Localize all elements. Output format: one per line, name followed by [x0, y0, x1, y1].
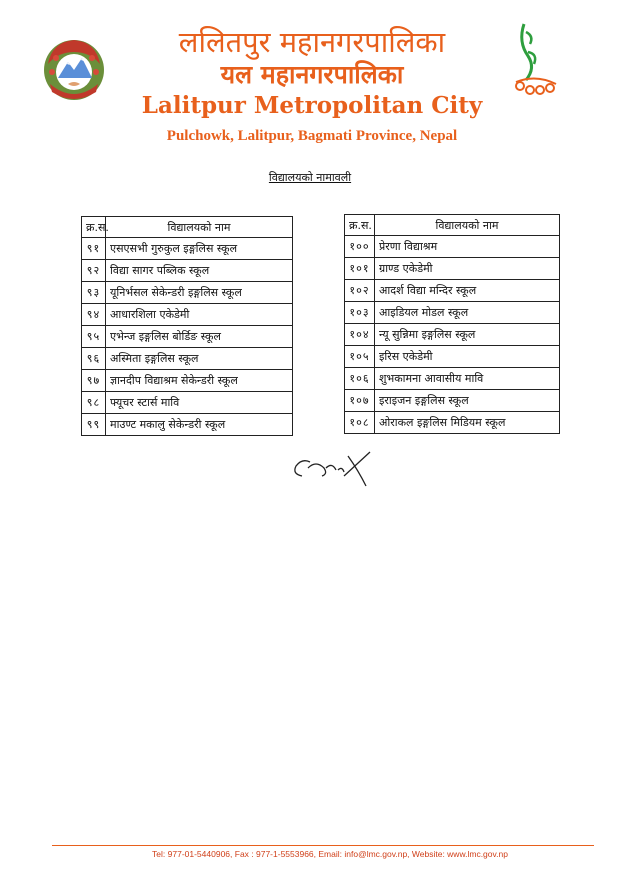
table-row	[82, 392, 293, 414]
table-row	[82, 348, 293, 370]
serial-number: ९९	[82, 414, 106, 436]
school-name: एसएसभी गुरुकुल इङ्गलिस स्कूल	[106, 238, 293, 260]
school-name: आइडियल मोडल स्कूल	[375, 302, 560, 324]
serial-number: ९१	[82, 238, 106, 260]
school-name: ग्राण्ड एकेडेमी	[375, 258, 560, 280]
table-row	[82, 260, 293, 282]
table-header-row	[345, 215, 560, 236]
column-header-name: विद्यालयको नाम	[106, 217, 293, 238]
table-row	[345, 346, 560, 368]
school-name: यूनिर्भसल सेकेन्डरी इङ्गलिस स्कूल	[106, 282, 293, 304]
column-header-sn: क्र.स.	[82, 217, 106, 238]
school-name: एभेन्ज इङ्गलिस बोर्डिङ स्कूल	[106, 326, 293, 348]
column-header-name: विद्यालयको नाम	[375, 215, 560, 236]
serial-number: १०७	[345, 390, 375, 412]
footer-divider	[52, 845, 594, 846]
serial-number: १०१	[345, 258, 375, 280]
nepal-emblem-icon	[38, 34, 110, 106]
school-table-right	[344, 214, 560, 434]
table-header-row	[82, 217, 293, 238]
serial-number: १०२	[345, 280, 375, 302]
serial-number: ९२	[82, 260, 106, 282]
serial-number: १०५	[345, 346, 375, 368]
school-name: आधारशिला एकेडेमी	[106, 304, 293, 326]
table-row	[345, 302, 560, 324]
title-english: Lalitpur Metropolitan City	[141, 92, 483, 119]
table-row	[82, 370, 293, 392]
school-name: माउण्ट मकालु सेकेन्डरी स्कूल	[106, 414, 293, 436]
table-row	[345, 258, 560, 280]
serial-number: १०८	[345, 412, 375, 434]
serial-number: ९५	[82, 326, 106, 348]
serial-number: १०४	[345, 324, 375, 346]
school-table-left	[81, 216, 293, 436]
serial-number: ९७	[82, 370, 106, 392]
school-name: ज्ञानदीप विद्याश्रम सेकेन्डरी स्कूल	[106, 370, 293, 392]
signature-icon	[288, 446, 374, 490]
school-name: इरिस एकेडेमी	[375, 346, 560, 368]
school-name: इराइजन इङ्गलिस स्कूल	[375, 390, 560, 412]
school-name: प्रेरणा विद्याश्रम	[375, 236, 560, 258]
table-row	[345, 368, 560, 390]
serial-number: ९३	[82, 282, 106, 304]
table-row	[82, 414, 293, 436]
school-name: न्यू सुन्निमा इङ्गलिस स्कूल	[375, 324, 560, 346]
school-name: आदर्श विद्या मन्दिर स्कूल	[375, 280, 560, 302]
serial-number: १००	[345, 236, 375, 258]
school-name: अस्मिता इङ्गलिस स्कूल	[106, 348, 293, 370]
serial-number: १०६	[345, 368, 375, 390]
table-row	[82, 326, 293, 348]
title-nepali: ललितपुर महानगरपालिका	[178, 25, 446, 59]
table-row	[345, 324, 560, 346]
document-title: विद्यालयको नामावली	[268, 171, 352, 184]
table-row	[82, 238, 293, 260]
school-name: ओराकल इङ्गलिस मिडियम स्कूल	[375, 412, 560, 434]
table-row	[345, 390, 560, 412]
table-row	[345, 280, 560, 302]
serial-number: ९४	[82, 304, 106, 326]
city-logo-icon	[510, 22, 558, 100]
school-name: फ्यूचर स्टार्स मावि	[106, 392, 293, 414]
school-name: शुभकामना आवासीय मावि	[375, 368, 560, 390]
table-row	[345, 236, 560, 258]
serial-number: ९८	[82, 392, 106, 414]
school-name: विद्या सागर पब्लिक स्कूल	[106, 260, 293, 282]
title-newari: यल महानगरपालिका	[220, 60, 404, 89]
serial-number: १०३	[345, 302, 375, 324]
address: Pulchowk, Lalitpur, Bagmati Province, Nepal	[166, 128, 458, 144]
footer-contact: Tel: 977-01-5440906, Fax : 977-1-5553966, Email: info@lmc.gov.np, Website: www.lmc.gov.np	[152, 849, 508, 859]
table-row	[82, 304, 293, 326]
column-header-sn: क्र.स.	[345, 215, 375, 236]
serial-number: ९६	[82, 348, 106, 370]
table-row	[82, 282, 293, 304]
table-row	[345, 412, 560, 434]
